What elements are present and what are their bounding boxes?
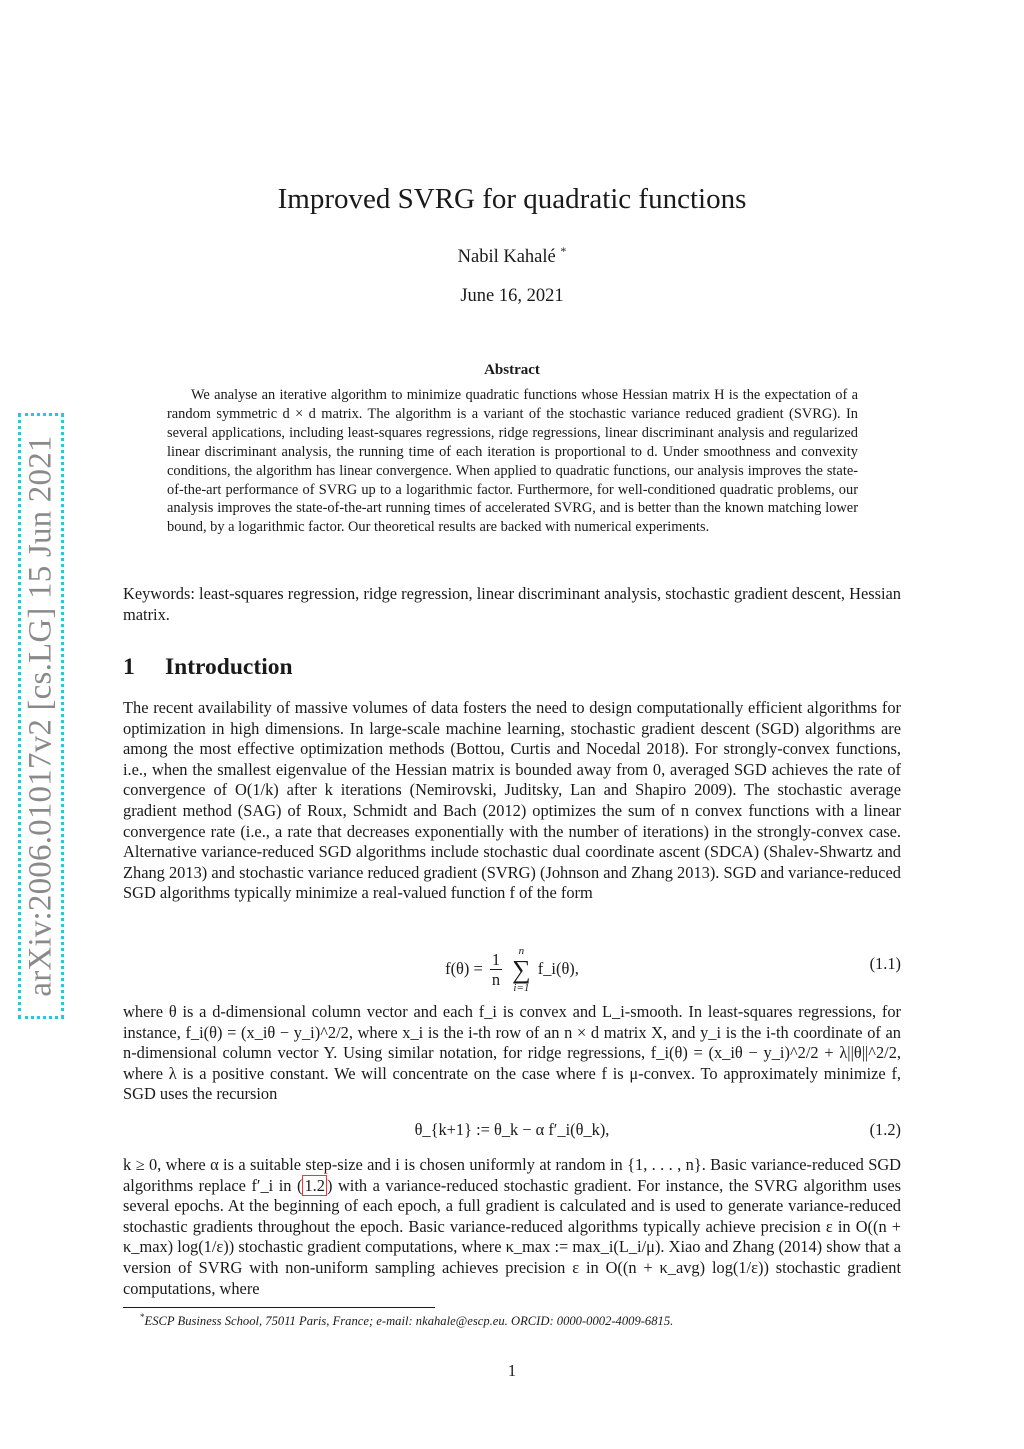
author-name: Nabil Kahalé — [457, 247, 556, 268]
footnote — [123, 1312, 901, 1329]
paper-date: June 16, 2021 — [460, 286, 564, 306]
arxiv-identifier-text: arXiv:2006.01017v2 [cs.LG] 15 Jun 2021 — [22, 435, 59, 997]
paragraph: The recent availability of massive volumes of data fosters the need to design computationally efficient algorithms for optimization in high dimensions. In large-scale machine learning, stochastic gradient descent (SGD) algorithms are among the most effective optimization methods (Bottou, Curtis and Nocedal 2018). For strongly-convex functions, i.e., when the smallest eigenvalue of the Hessian matrix is bounded away from 0, averaged SGD achieves the rate of convergence of O(1/k) after k iterations (Nemirovski, Juditsky, Lan and Shapiro 2009). The stochastic average gradient method (SAG) of Roux, Schmidt and Bach (2012) optimizes the sum of n convex functions with a linear convergence rate (i.e., a rate that decreases exponentially with the number of iterations) in the strongly-convex case. Alternative variance-reduced SGD algorithms include stochastic dual coordinate ascent (SDCA) (Shalev-Shwartz and Zhang 2013) and stochastic variance reduced gradient (SVRG) (Johnson and Zhang 2013). SGD and variance-reduced SGD algorithms typically minimize a real-valued function f of the form — [123, 698, 901, 903]
author-line — [0, 244, 1024, 268]
section-title: Introduction — [165, 654, 293, 680]
footnote-mark: * — [140, 1312, 145, 1322]
equation-number: (1.2) — [869, 1120, 901, 1139]
page-number: 1 — [507, 1361, 517, 1380]
section-number: 1 — [123, 654, 135, 680]
arxiv-identifier-stamp[interactable] — [18, 413, 64, 1019]
equation-reference-link[interactable]: 1.2 — [304, 1175, 325, 1195]
summation — [512, 946, 531, 994]
equation-1-2 — [123, 1120, 901, 1144]
sum-lower-limit: i=1 — [513, 982, 530, 994]
equation-number: (1.1) — [869, 954, 901, 973]
sum-sigma: ∑ — [512, 955, 531, 984]
equation-lhs: f(θ) = — [445, 958, 483, 978]
equation-1-1 — [123, 934, 901, 992]
sum-upper-limit: n — [518, 945, 525, 957]
section-heading — [123, 654, 293, 681]
paragraph-text: k ≥ 0, where α is a suitable step-size and i is chosen uniformly at random in {1, . . . , n}. Basic variance-reduced SGD algorithms replace f′_i in ( — [123, 1155, 901, 1195]
equation-body: θ_{k+1} := θ_k − α f′_i(θ_k), — [414, 1120, 610, 1139]
fraction-numerator: 1 — [491, 949, 501, 969]
fraction-denominator: n — [491, 969, 501, 989]
paragraph — [123, 1155, 901, 1299]
paragraph-text: ) with a variance-reduced stochastic gradient. For instance, the SVRG algorithm uses several epochs. At the beginning of each epoch, a full gradient is calculated and is used to generate variance-reduced stochastic gradients throughout the epoch. Basic variance-reduced algorithms typically achieve precision ε in O((n + κ_max) log(1/ε)) stochastic gradient computations, where κ_max := max_i(L_i/μ). Xiao and Zhang (2014) show that a version of SVRG with non-uniform sampling achieves precision ε in O((n + κ_avg) log(1/ε)) stochastic gradient computations, where — [123, 1175, 901, 1298]
paragraph: where θ is a d-dimensional column vector and each f_i is convex and L_i-smooth. In least-squares regressions, for instance, f_i(θ) = (x_iθ − y_i)^2/2, where x_i is the i-th row of an n × d matrix X, and y_i is the i-th coordinate of an n-dimensional column vector Y. Using similar notation, for ridge regressions, f_i(θ) = (x_iθ − y_i)^2/2 + λ||θ||^2/2, where λ is a positive constant. We will concentrate on the case where f is μ-convex. To approximately minimize f, SGD uses the recursion — [123, 1002, 901, 1104]
equation-rhs: f_i(θ), — [537, 958, 579, 978]
abstract-text: We analyse an iterative algorithm to minimize quadratic functions whose Hessian matrix H is the expectation of a random symmetric d × d matrix. The algorithm is a variant of the stochastic variance reduced gradient (SVRG). In several applications, including least-squares regressions, ridge regressions, linear discriminant analysis and regularized linear discriminant analysis, the running time of each iteration is proportional to d. Under smoothness and convexity conditions, the algorithm has linear convergence. When applied to quadratic functions, our analysis improves the state-of-the-art performance of SVRG up to a logarithmic factor. Furthermore, for well-conditioned quadratic problems, our analysis improves the state-of-the-art running times of accelerated SVRG, and is better than the known matching lower bound, by a logarithmic factor. Our theoretical results are backed with numerical experiments. — [167, 387, 858, 536]
paper-title: Improved SVRG for quadratic functions — [277, 183, 747, 215]
abstract-heading: Abstract — [484, 362, 540, 378]
footnote-divider — [123, 1307, 435, 1308]
equation-body — [123, 946, 901, 994]
keywords: Keywords: least-squares regression, ridge regression, linear discriminant analysis, stochastic gradient descent, Hessian matrix. — [123, 584, 901, 624]
fraction — [490, 951, 502, 990]
author-footnote-mark[interactable]: * — [560, 244, 567, 258]
footnote-text: ESCP Business School, 75011 Paris, France; e-mail: nkahale@escp.eu. ORCID: 0000-0002-4009-6815. — [144, 1314, 674, 1329]
